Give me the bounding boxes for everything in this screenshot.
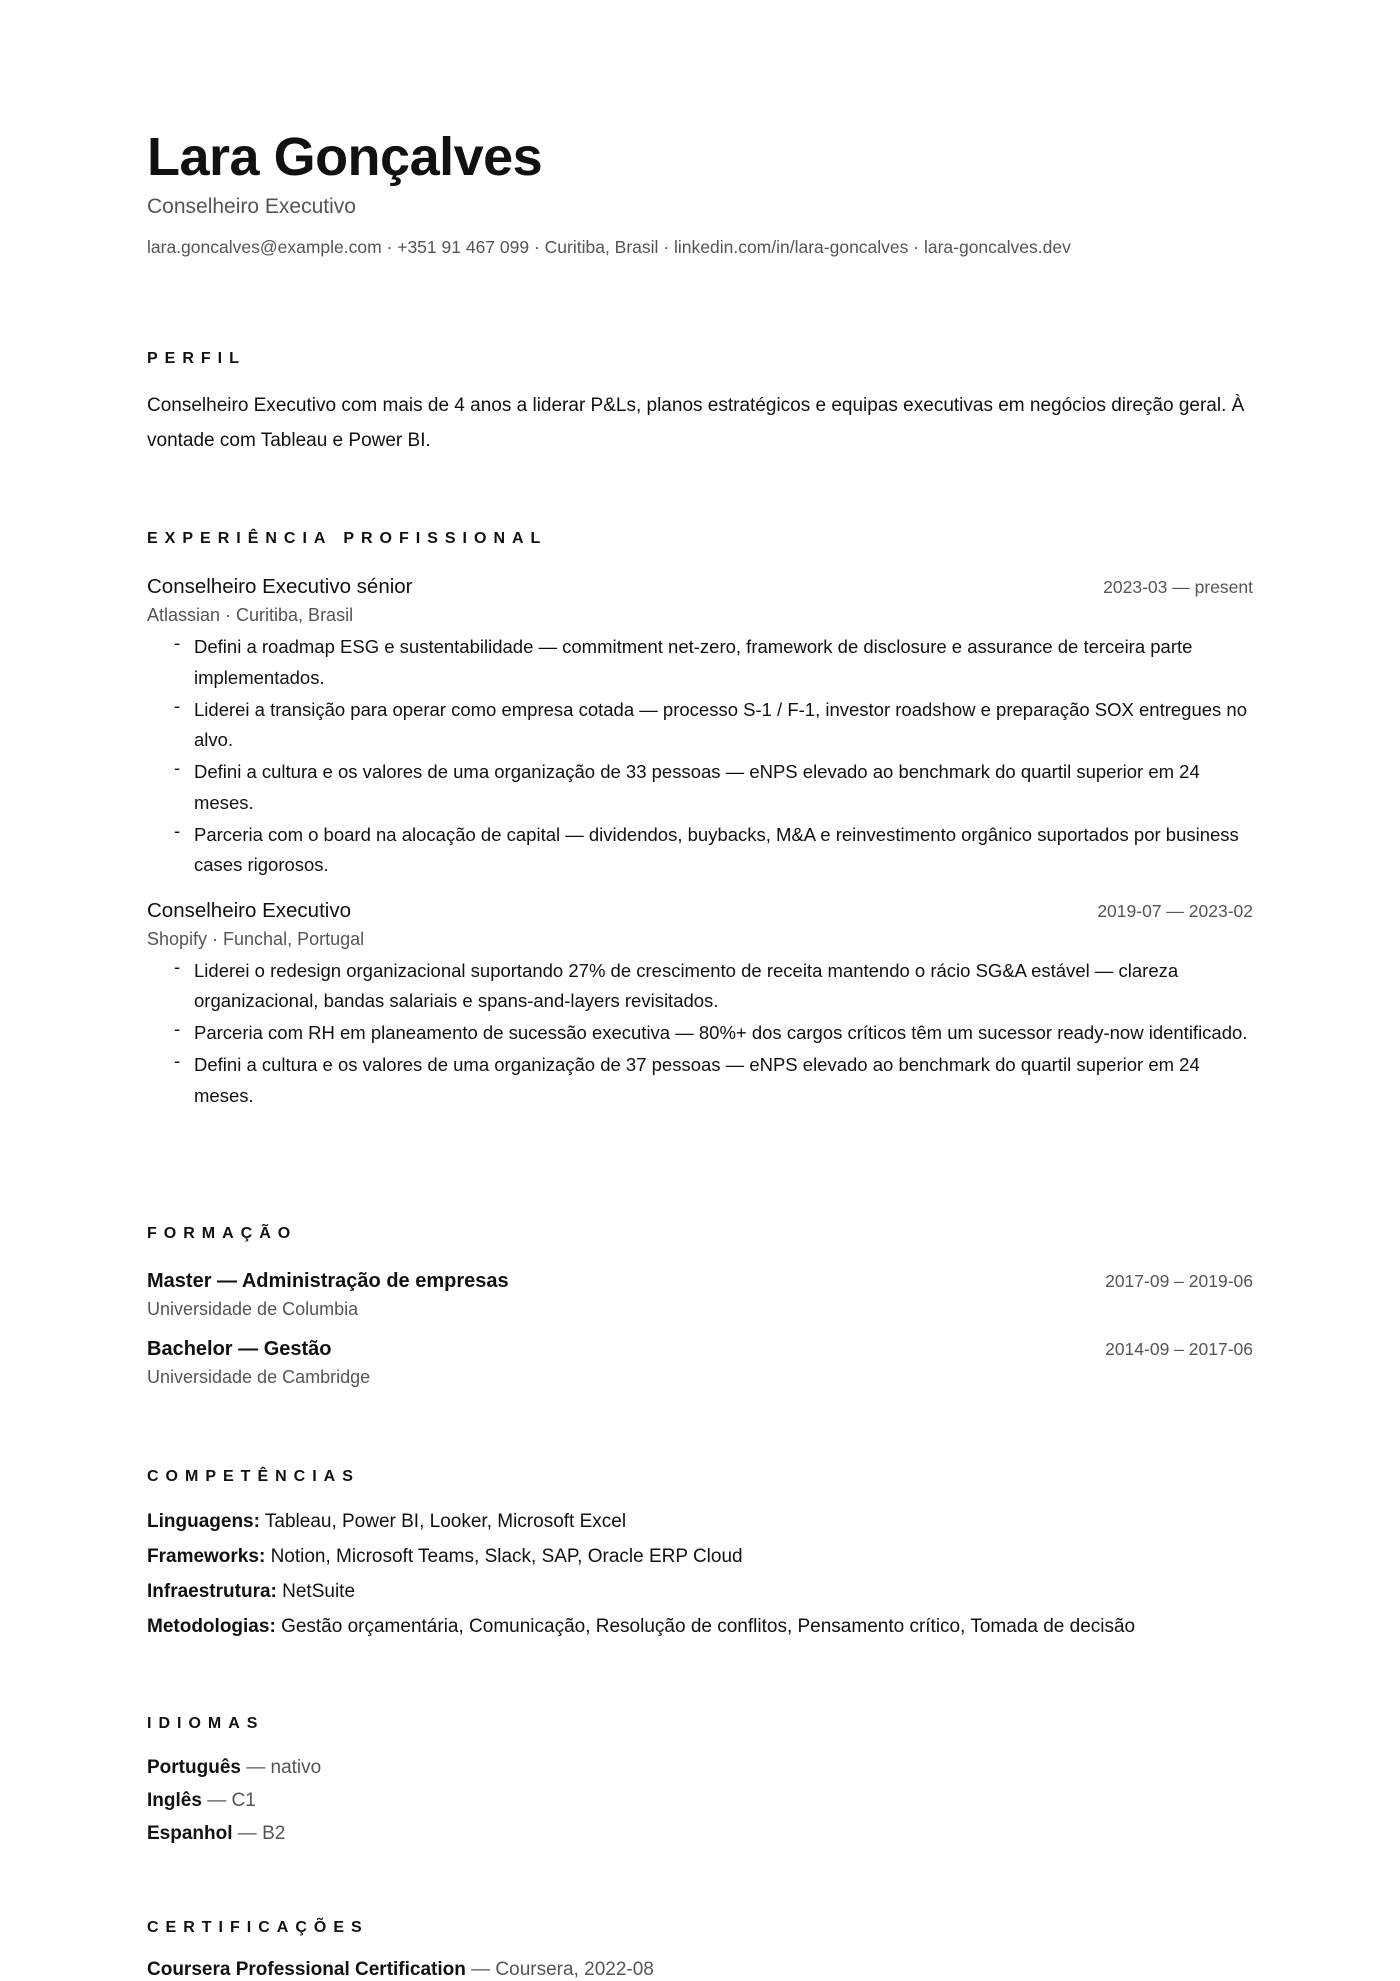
degree-dates: 2017-09 – 2019-06 [1105,1271,1253,1291]
job-bullet: - Parceria com RH em planeamento de sucessão executiva — 80%+ dos cargos críticos têm um sucessor ready-now identificado. [147,1018,1253,1049]
skill-label: Linguagens: [147,1511,260,1532]
section-heading-profile: PERFIL [147,350,246,367]
languages-section [147,1715,1253,1850]
education-entry [147,1338,1253,1388]
section-heading-experience: EXPERIÊNCIA PROFISSIONAL [147,530,548,547]
job-title: Conselheiro Executivo [147,898,351,922]
education-entry [147,1270,1253,1320]
skills-section [147,1468,1253,1644]
education-section [147,1225,1253,1388]
skill-label: Infraestrutura: [147,1581,277,1602]
skill-line [147,1574,1253,1609]
job-bullets [147,956,1253,1112]
job-bullet: - Liderei o redesign organizacional suportando 27% de crescimento de receita mantendo o rácio SG&A estável — clareza organizacional, bandas salariais e spans-and-layers revisitados. [147,956,1253,1017]
section-heading-languages: IDIOMAS [147,1715,265,1732]
experience-section [147,530,1253,1113]
section-heading-skills: COMPETÊNCIAS [147,1468,360,1485]
degree-title: Master — Administração de empresas [147,1270,509,1292]
language-name: Espanhol [147,1823,233,1844]
job-dates: 2023-03 — present [1103,577,1253,597]
skill-value: Gestão orçamentária, Comunicação, Resolução de conflitos, Pensamento crítico, Tomada de decisão [281,1616,1136,1637]
job-bullet: - Defini a cultura e os valores de uma organização de 37 pessoas — eNPS elevado ao benchmark do quartil superior em 24 meses. [147,1050,1253,1111]
language-line [147,1784,1253,1817]
language-level: — C1 [207,1790,256,1811]
certifications-section [147,1919,1253,1981]
skill-line [147,1539,1253,1574]
school-name: Universidade de Columbia [147,1299,359,1319]
job-company: Shopify · Funchal, Portugal [147,928,365,949]
certification-name: Coursera Professional Certification [147,1959,466,1980]
skill-line [147,1609,1253,1644]
certification-line [147,1959,1253,1981]
degree-dates: 2014-09 – 2017-06 [1105,1339,1253,1359]
profile-text: Conselheiro Executivo com mais de 4 anos a liderar P&Ls, planos estratégicos e equipas executivas em negócios direção geral. À vontade com Tableau e Power BI. [147,395,1245,451]
job-entry [147,899,1253,1112]
degree-title: Bachelor — Gestão [147,1338,332,1360]
candidate-title: Conselheiro Executivo [147,195,356,219]
skill-line [147,1504,1253,1539]
language-line [147,1751,1253,1784]
skill-label: Metodologias: [147,1616,276,1637]
contact-line: lara.goncalves@example.com · +351 91 467 099 · Curitiba, Brasil · linkedin.com/in/lara-goncalves · lara-goncalves.dev [147,237,1071,258]
job-bullet: - Liderei a transição para operar como empresa cotada — processo S-1 / F-1, investor roadshow e preparação SOX entregues no alvo. [147,695,1253,756]
job-bullets [147,632,1253,881]
language-name: Português [147,1757,241,1778]
job-dates: 2019-07 — 2023-02 [1097,900,1253,921]
language-line [147,1817,1253,1850]
skill-value: Notion, Microsoft Teams, Slack, SAP, Oracle ERP Cloud [270,1546,743,1567]
job-company: Atlassian · Curitiba, Brasil [147,605,354,625]
language-level: — B2 [237,1823,286,1844]
resume-content [147,127,1253,1980]
skill-label: Frameworks: [147,1546,266,1567]
certification-meta: — Coursera, 2022-08 [471,1959,654,1980]
section-heading-education: FORMAÇÃO [147,1225,298,1242]
candidate-name: Lara Gonçalves [147,127,543,187]
skill-value: NetSuite [282,1581,356,1602]
job-bullet: - Parceria com o board na alocação de capital — dividendos, buybacks, M&A e reinvestimento orgânico suportados por business cases rigorosos. [147,820,1253,881]
job-bullet: - Defini a roadmap ESG e sustentabilidade — commitment net-zero, framework de disclosure e assurance de terceira parte implementados. [147,632,1253,693]
job-bullet: - Defini a cultura e os valores de uma organização de 33 pessoas — eNPS elevado ao benchmark do quartil superior em 24 meses. [147,757,1253,818]
school-name: Universidade de Cambridge [147,1367,371,1387]
job-entry [147,575,1253,881]
skill-value: Tableau, Power BI, Looker, Microsoft Excel [264,1511,627,1532]
section-heading-certifications: CERTIFICAÇÕES [147,1919,369,1936]
job-title: Conselheiro Executivo sénior [147,575,413,598]
language-level: — nativo [246,1757,322,1778]
language-name: Inglês [147,1790,202,1811]
profile-section [147,350,1253,458]
